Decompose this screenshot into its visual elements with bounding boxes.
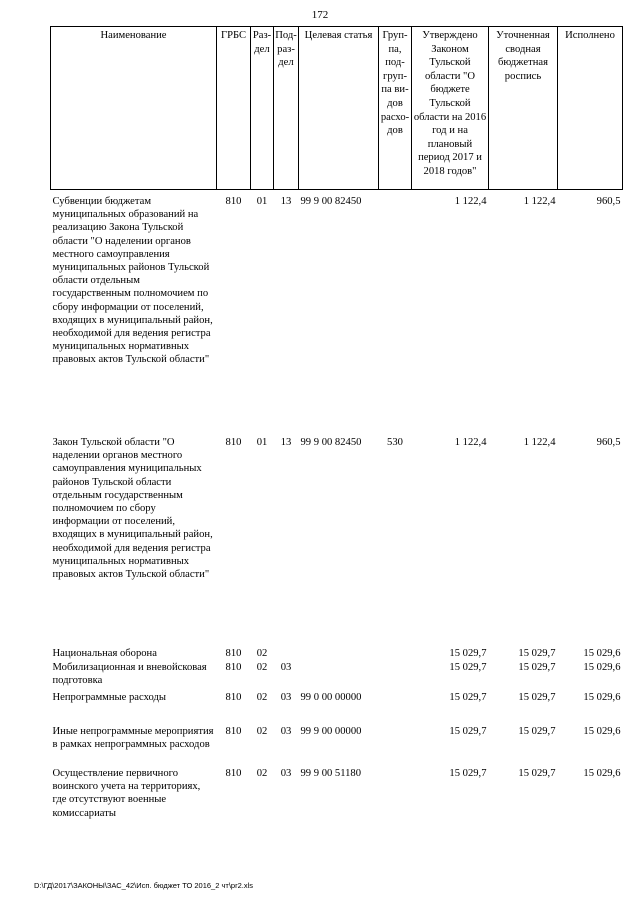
file-path-footer: D:\ГД\2017\ЗАКОНЫ\ЗАС_42\Исп. бюджет ТО 2016_2 чт\pr2.xls xyxy=(34,881,253,890)
row-grbs: 810 xyxy=(225,692,242,703)
row-rz: 01 xyxy=(256,437,268,448)
row-cs: 99 9 00 82450 xyxy=(300,196,362,207)
row-cs xyxy=(299,647,379,661)
row-executed: 15 029,6 xyxy=(583,726,621,737)
row-executed: 15 029,6 xyxy=(583,662,621,673)
header-expense-group: Груп-па, под-груп-па ви-дов расхо-дов xyxy=(379,27,412,190)
table-row xyxy=(51,725,623,767)
row-name: Субвенции бюджетам муниципальных образований на реализацию Закона Тульской области "О наделении органов местного самоуправления муниципальных районов Тульской области отдельным государственным полномочием по сбору информации от поселений, входящих в муниципальный район, необходимой для ведения регистра муниципальных нормативных правовых актов Тульской области" xyxy=(52,196,213,366)
row-vr xyxy=(379,725,412,767)
row-name: Осуществление первичного воинского учета на территориях, где отсутствуют военные комиссариаты xyxy=(52,768,201,819)
row-pr: 13 xyxy=(280,196,292,207)
row-approved: 15 029,7 xyxy=(449,768,487,779)
row-pr: 03 xyxy=(280,768,292,779)
row-refined: 1 122,4 xyxy=(523,196,556,207)
row-refined: 15 029,7 xyxy=(518,692,556,703)
row-pr xyxy=(274,647,299,661)
row-approved: 15 029,7 xyxy=(449,726,487,737)
row-rz: 02 xyxy=(256,692,268,703)
row-vr xyxy=(379,691,412,725)
row-pr: 03 xyxy=(280,726,292,737)
row-name: Иные непрограммные мероприятия в рамках непрограммных расходов xyxy=(52,726,214,751)
row-rz: 02 xyxy=(256,648,268,659)
header-target-article: Целевая статья xyxy=(299,27,379,190)
row-executed: 960,5 xyxy=(596,196,621,207)
header-grbs: ГРБС xyxy=(217,27,251,190)
table-row xyxy=(51,767,623,821)
header-executed: Исполнено xyxy=(558,27,623,190)
row-pr: 03 xyxy=(280,662,292,673)
row-cs xyxy=(299,661,379,691)
row-grbs: 810 xyxy=(225,437,242,448)
row-vr xyxy=(379,647,412,661)
row-rz: 02 xyxy=(256,662,268,673)
page-number: 172 xyxy=(311,9,329,21)
row-approved: 15 029,7 xyxy=(449,648,487,659)
row-cs: 99 0 00 00000 xyxy=(300,692,362,703)
row-executed: 960,5 xyxy=(596,437,621,448)
budget-table xyxy=(50,26,623,821)
row-approved: 15 029,7 xyxy=(449,662,487,673)
table-row xyxy=(51,647,623,661)
row-grbs: 810 xyxy=(225,648,242,659)
row-grbs: 810 xyxy=(225,662,242,673)
row-grbs: 810 xyxy=(225,768,242,779)
table-row xyxy=(51,691,623,725)
row-refined: 15 029,7 xyxy=(518,662,556,673)
row-approved: 1 122,4 xyxy=(454,437,487,448)
row-name: Мобилизационная и вневойсковая подготовка xyxy=(52,662,207,687)
row-name: Закон Тульской области "О наделении органов местного самоуправления муниципальных районов Тульской области отдельным государственным полномочием по сбору информации от поселений, входящих в муниципальный район, необходимой для ведения регистра муниципальных нормативных правовых актов Тульской области" xyxy=(52,437,213,581)
row-executed: 15 029,6 xyxy=(583,692,621,703)
row-pr: 03 xyxy=(280,692,292,703)
row-refined: 15 029,7 xyxy=(518,768,556,779)
row-vr xyxy=(379,661,412,691)
row-pr: 13 xyxy=(280,437,292,448)
header-refined: Уточненная сводная бюджетная роспись xyxy=(489,27,558,190)
header-razdel: Раз-дел xyxy=(251,27,274,190)
row-vr xyxy=(379,190,412,437)
row-refined: 15 029,7 xyxy=(518,726,556,737)
header-podrazdel: Под-раз-дел xyxy=(274,27,299,190)
header-approved: Утверждено Законом Тульской области "О бюджете Тульской области на 2016 год и на плановый период 2017 и 2018 годов" xyxy=(412,27,489,190)
row-vr: 530 xyxy=(387,437,403,448)
row-approved: 15 029,7 xyxy=(449,692,487,703)
table-row xyxy=(51,436,623,647)
row-rz: 01 xyxy=(256,196,268,207)
row-cs: 99 9 00 51180 xyxy=(300,768,362,779)
row-grbs: 810 xyxy=(225,196,242,207)
row-refined: 15 029,7 xyxy=(518,648,556,659)
row-grbs: 810 xyxy=(225,726,242,737)
row-executed: 15 029,6 xyxy=(583,768,621,779)
row-cs: 99 9 00 82450 xyxy=(300,437,362,448)
row-rz: 02 xyxy=(256,768,268,779)
table-row xyxy=(51,190,623,437)
row-rz: 02 xyxy=(256,726,268,737)
header-row xyxy=(51,27,623,190)
row-approved: 1 122,4 xyxy=(454,196,487,207)
row-name: Национальная оборона xyxy=(52,648,157,659)
row-executed: 15 029,6 xyxy=(583,648,621,659)
row-refined: 1 122,4 xyxy=(523,437,556,448)
row-vr xyxy=(379,767,412,821)
row-name: Непрограммные расходы xyxy=(52,692,166,703)
row-cs: 99 9 00 00000 xyxy=(300,726,362,737)
header-name: Наименование xyxy=(51,27,217,190)
table-row xyxy=(51,661,623,691)
